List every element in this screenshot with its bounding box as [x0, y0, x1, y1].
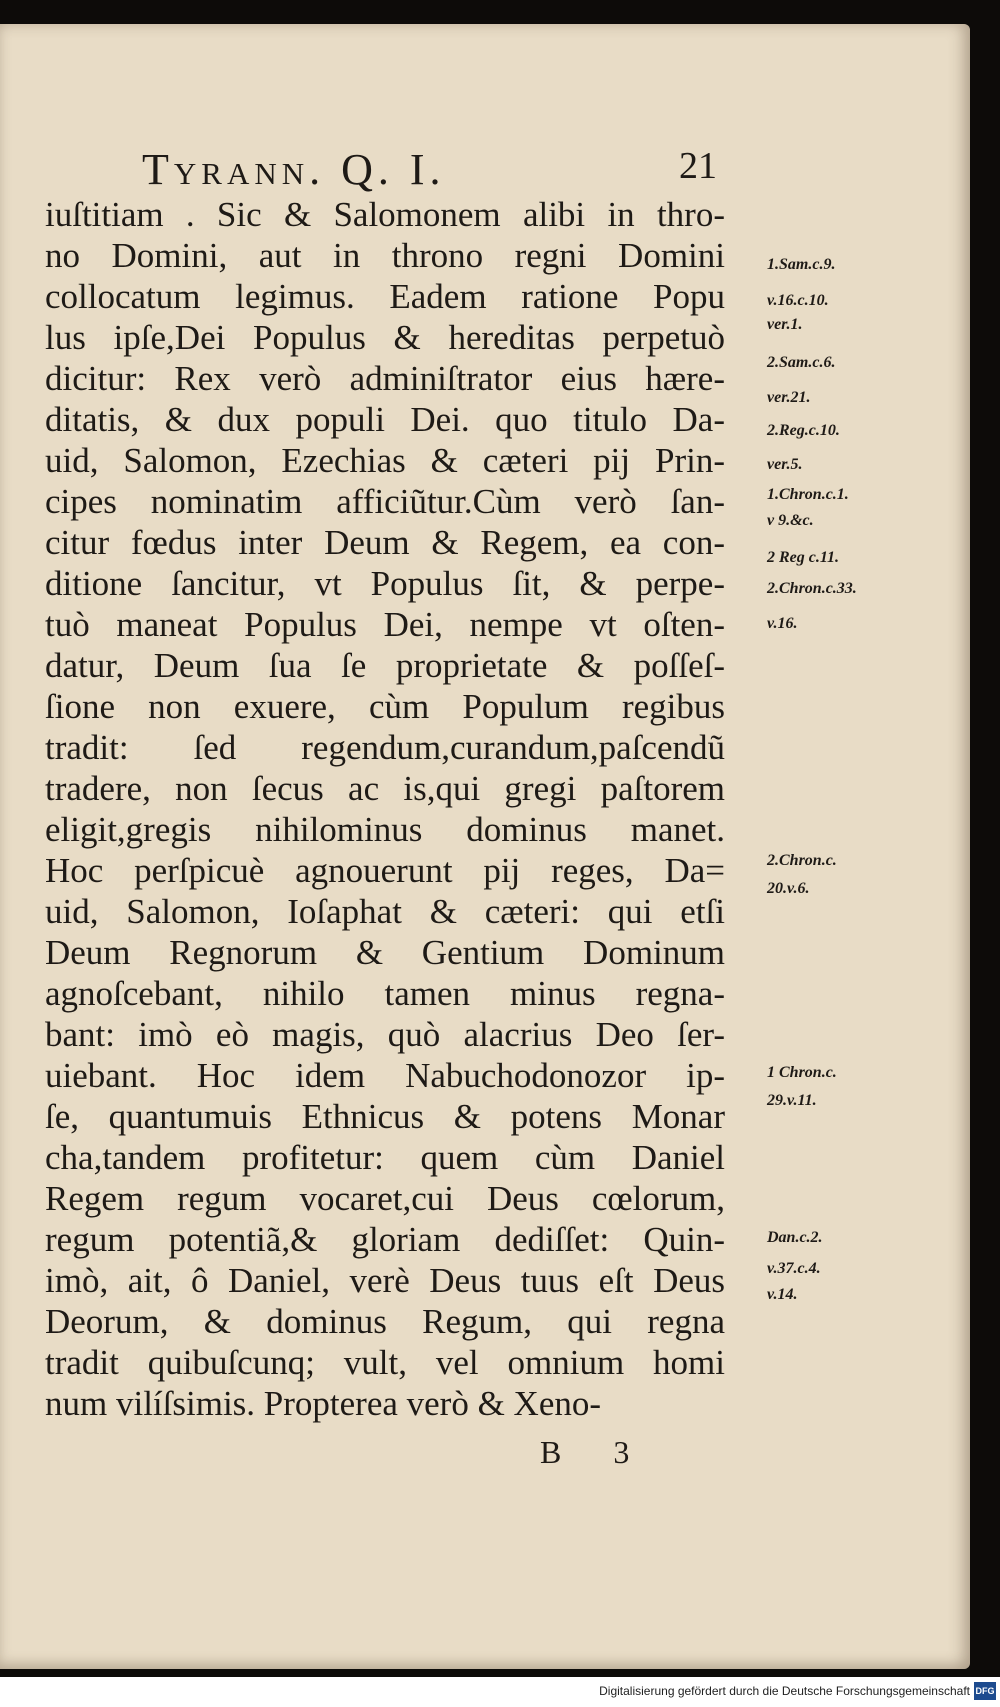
text-line: agnoſcebant, nihilo tamen minus regna- — [45, 974, 725, 1013]
dfg-logo-icon: DFG — [974, 1682, 996, 1700]
text-line: uiebant. Hoc idem Nabuchodonozor ip- — [45, 1056, 725, 1095]
marginal-note: 2.Reg.c.10. — [767, 422, 840, 439]
text-line: ſe, quantumuis Ethnicus & potens Monar — [45, 1097, 725, 1136]
marginal-note: v 9.&c. — [767, 512, 814, 529]
text-line: uid, Salomon, Ezechias & cæteri pij Prin- — [45, 441, 725, 480]
text-line: dicitur: Rex verò adminiſtrator eius hære- — [45, 359, 725, 398]
text-line: Deum Regnorum & Gentium Dominum — [45, 933, 725, 972]
text-line: cha,tandem profitetur: quem cùm Daniel — [45, 1138, 725, 1177]
marginal-note: ver.1. — [767, 316, 803, 333]
text-line: datur, Deum ſua ſe proprietate & poſſeſ- — [45, 646, 725, 685]
text-line: ſione non exuere, cùm Populum regibus — [45, 687, 725, 726]
text-line: collocatum legimus. Eadem ratione Popu — [45, 277, 725, 316]
text-line: cipes nominatim afficiũtur.Cùm verò ſan- — [45, 482, 725, 521]
text-line: uid, Salomon, Ioſaphat & cæteri: qui etſi — [45, 892, 725, 931]
marginal-note: v.37.c.4. — [767, 1260, 821, 1277]
running-title: Tyrann. Q. I. — [142, 145, 446, 194]
marginal-note: 2.Chron.c. — [767, 852, 837, 869]
text-line: no Domini, aut in throno regni Domini — [45, 236, 725, 275]
text-line: bant: imò eò magis, quò alacrius Deo ſer- — [45, 1015, 725, 1054]
marginal-note: 1 Chron.c. — [767, 1064, 837, 1081]
body-text — [45, 194, 857, 1424]
text-line: Regem regum vocaret,cui Deus cœlorum, — [45, 1179, 725, 1218]
text-line: Hoc perſpicuè agnouerunt pij reges, Da= — [45, 851, 725, 890]
text-line: ditione ſancitur, vt Populus ſit, & perpe- — [45, 564, 725, 603]
marginal-note: ver.21. — [767, 389, 811, 406]
text-line: citur fœdus inter Deum & Regem, ea con- — [45, 523, 725, 562]
marginal-note: 2.Sam.c.6. — [767, 354, 836, 371]
marginal-note: ver.5. — [767, 456, 803, 473]
marginal-note: 1.Sam.c.9. — [767, 256, 836, 273]
marginal-note: 29.v.11. — [767, 1092, 817, 1109]
page-number: 21 — [679, 145, 717, 187]
text-line: imò, ait, ô Daniel, verè Deus tuus eſt Deus — [45, 1261, 725, 1300]
text-line: num vilíſsimis. Propterea verò & Xeno- — [45, 1384, 602, 1423]
text-line: lus ipſe,Dei Populus & hereditas perpetuò — [45, 318, 725, 357]
text-line: tradit: ſed regendum,curandum,paſcendũ — [45, 728, 725, 767]
marginal-note: v.14. — [767, 1286, 798, 1303]
text-line: regum potentiã,& gloriam dediſſet: Quin- — [45, 1220, 725, 1259]
text-line: tradere, non ſecus ac is,qui gregi paſtorem — [45, 769, 725, 808]
text-line: ditatis, & dux populi Dei. quo titulo Da- — [45, 400, 725, 439]
marginal-note: v.16.c.10. — [767, 292, 829, 309]
marginal-note: 2.Chron.c.33. — [767, 580, 857, 597]
marginal-note: 2 Reg c.11. — [767, 549, 839, 566]
signature-mark: B 3 — [540, 1434, 652, 1470]
marginal-note: 20.v.6. — [767, 880, 810, 897]
page-header — [142, 144, 717, 194]
marginal-note: v.16. — [767, 615, 798, 632]
text-line: Deorum, & dominus Regum, qui regna — [45, 1302, 725, 1341]
text-line: iuſtitiam . Sic & Salomonem alibi in thro- — [45, 195, 725, 234]
marginal-note: 1.Chron.c.1. — [767, 486, 849, 503]
text-line: tradit quibuſcunq; vult, vel omnium homi — [45, 1343, 725, 1382]
funding-credit: Digitalisierung gefördert durch die Deutsche Forschungsgemeinschaft — [599, 1684, 970, 1698]
marginal-note: Dan.c.2. — [767, 1229, 823, 1246]
footer-bar — [0, 1677, 1000, 1707]
text-line: tuò maneat Populus Dei, nempe vt oſten- — [45, 605, 725, 644]
text-line: eligit,gregis nihilominus dominus manet. — [45, 810, 725, 849]
book-page — [0, 24, 970, 1669]
